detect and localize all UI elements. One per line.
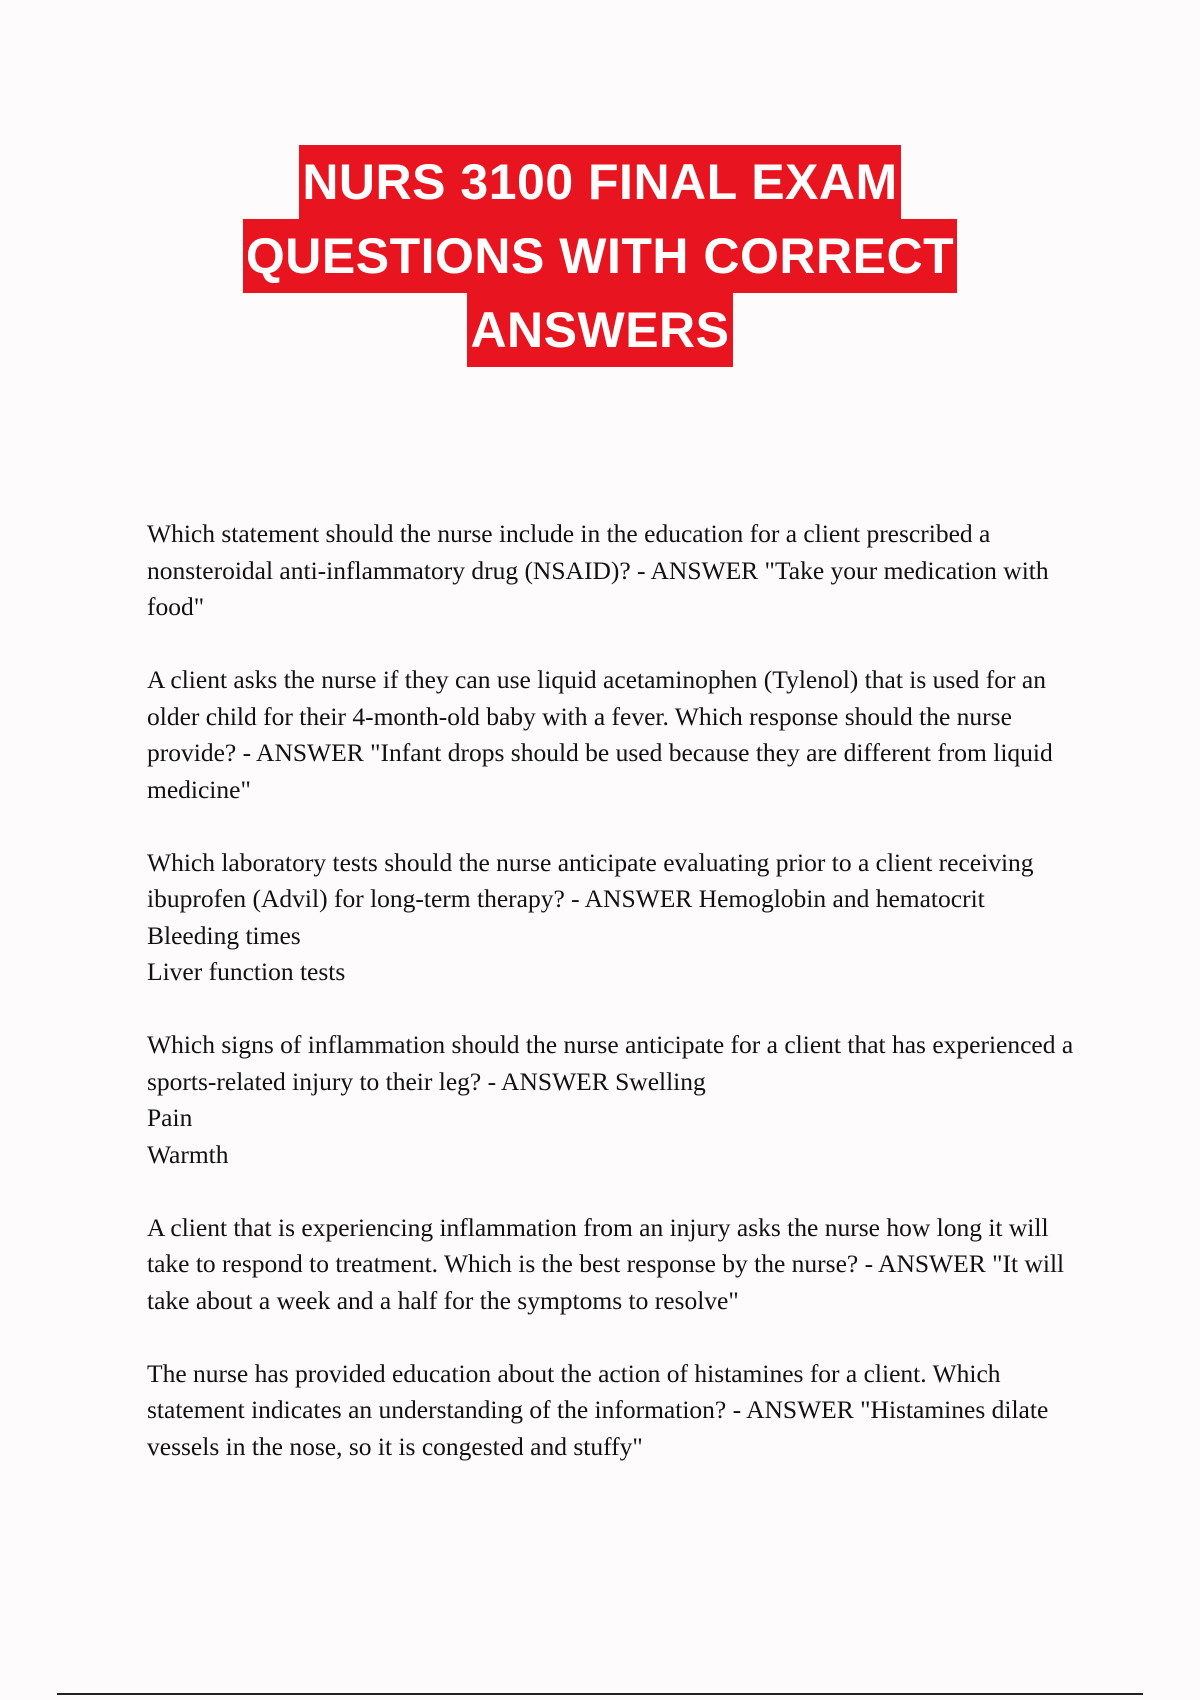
qa-question: The nurse has provided education about the action of histamines for a client. Which statement indicates an understanding of the information? - ANSWER "Histamines dilate vessels in the nose, so it is congested and stuffy" [147, 1358, 1049, 1461]
qa-question: A client that is experiencing inflammation from an injury asks the nurse how long it will take to respond to treatment. Which is the best response by the nurse? - ANSWER "It will take about a week and a half for the symptoms to resolve" [147, 1212, 1065, 1315]
qa-list [147, 516, 1077, 1502]
qa-answer-line: Liver function tests [147, 957, 346, 986]
title-line-2: QUESTIONS WITH CORRECT [243, 219, 957, 293]
qa-item-3 [147, 845, 1077, 991]
qa-item-2 [147, 662, 1077, 808]
qa-answer-line: Pain [147, 1103, 193, 1132]
qa-answer-line: Bleeding times [147, 920, 301, 950]
qa-item-1 [147, 516, 1077, 626]
qa-question: Which signs of inflammation should the nurse anticipate for a client that has experienced a sports-related injury to their leg? - ANSWER Swelling [147, 1030, 1074, 1096]
title-line-3: ANSWERS [467, 293, 732, 367]
title-line-1: NURS 3100 FINAL EXAM [299, 145, 900, 219]
qa-item-4 [147, 1027, 1077, 1173]
qa-question: Which statement should the nurse include in the education for a client prescribed a nonsteroidal anti-inflammatory drug (NSAID)? - ANSWER "Take your medication with food" [147, 519, 1049, 621]
page-bottom-rule [57, 1693, 1143, 1695]
qa-question: Which laboratory tests should the nurse anticipate evaluating prior to a client receiving ibuprofen (Advil) for long-term therapy? - ANSWER Hemoglobin and hematocrit [147, 847, 1034, 913]
document-title [0, 145, 1200, 367]
qa-item-6 [147, 1356, 1077, 1466]
qa-question: A client asks the nurse if they can use liquid acetaminophen (Tylenol) that is used for an older child for their 4-month-old baby with a fever. Which response should the nurse provide? - ANSWER "Infant drops should be used because they are different from liquid medicine" [147, 665, 1053, 804]
qa-answer-line: Warmth [147, 1139, 229, 1169]
qa-item-5 [147, 1210, 1077, 1320]
